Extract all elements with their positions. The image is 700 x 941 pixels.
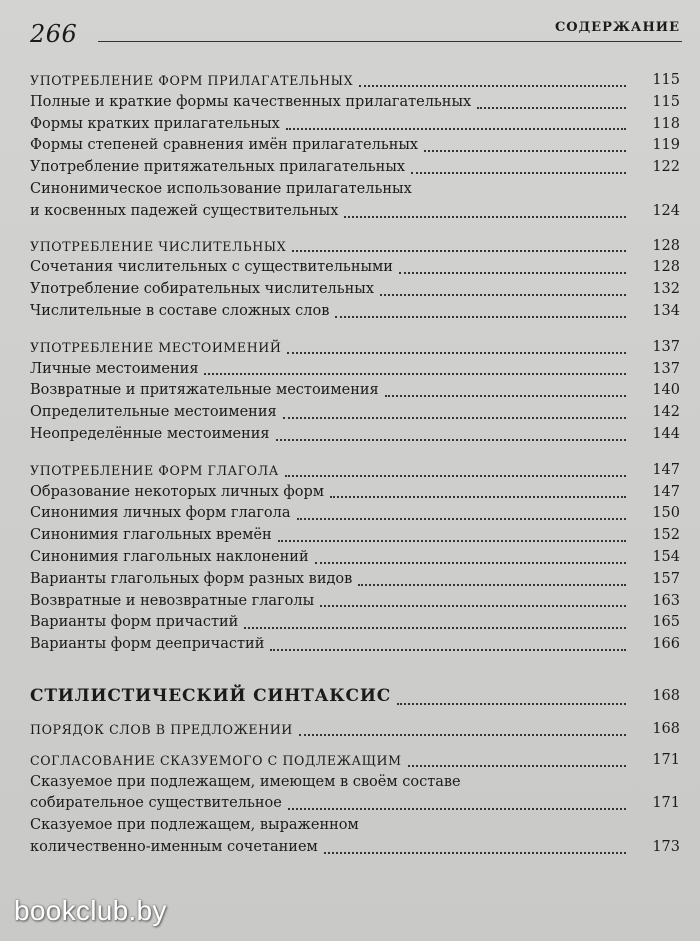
toc-entry[interactable] — [30, 359, 682, 381]
toc-entry-first-line: Синонимическое использование прилагательных — [30, 180, 412, 197]
toc-part-label: СТИЛИСТИЧЕСКИЙ СИНТАКСИС — [30, 685, 392, 706]
dot-leader — [283, 417, 626, 419]
toc-entry-page: 118 — [652, 115, 680, 132]
toc-entry-label: Синонимия глагольных времён — [30, 527, 272, 544]
toc-entry[interactable] — [30, 547, 682, 569]
dot-leader — [477, 107, 626, 109]
toc-entry-label: Формы степеней сравнения имён прилагательных — [30, 137, 419, 154]
toc-entry-first-line: Сказуемое при подлежащем, выраженном — [30, 817, 359, 834]
dot-leader — [204, 373, 626, 375]
toc-entry-page: 137 — [652, 360, 680, 377]
page-number: 266 — [30, 20, 78, 48]
toc-entry[interactable] — [30, 591, 682, 613]
toc-entry[interactable] — [30, 482, 682, 504]
toc-entry[interactable] — [30, 503, 682, 525]
page-header — [30, 12, 682, 46]
toc-entry-label: УПОТРЕБЛЕНИЕ МЕСТОИМЕНИЙ — [30, 339, 282, 355]
toc-entry-label: Варианты форм причастий — [30, 614, 239, 631]
toc-entry-label: собирательное существительное — [30, 795, 282, 812]
dot-leader — [397, 703, 626, 705]
toc-entry[interactable] — [30, 525, 682, 547]
spacer — [30, 223, 682, 236]
toc-entry-label: Полные и краткие формы качественных прилагательных — [30, 93, 472, 110]
toc-entry[interactable] — [30, 569, 682, 591]
spacer — [30, 446, 682, 460]
toc-entry[interactable] — [30, 612, 682, 634]
toc-entry[interactable] — [30, 793, 682, 815]
toc-entry[interactable] — [30, 837, 682, 859]
toc-entry-label: Формы кратких прилагательных — [30, 115, 280, 132]
watermark: bookclub.by — [14, 895, 167, 926]
toc-section-entry[interactable] — [30, 70, 682, 92]
dot-leader — [297, 518, 626, 520]
toc-entry-label: Варианты форм деепричастий — [30, 636, 265, 653]
spacer — [30, 741, 682, 750]
dot-leader — [244, 627, 626, 629]
toc-entry-page: 115 — [652, 72, 680, 88]
toc-entry-page: 122 — [652, 159, 680, 176]
spacer — [30, 710, 682, 719]
toc-entry-page: 132 — [652, 281, 680, 298]
toc-entry-label: УПОТРЕБЛЕНИЕ ФОРМ ГЛАГОЛА — [30, 462, 279, 478]
running-title: СОДЕРЖАНИЕ — [554, 20, 680, 35]
toc-entry-page: 144 — [652, 425, 680, 442]
toc-entry-label: Определительные местоимения — [30, 404, 277, 421]
toc-entry-page: 128 — [652, 237, 680, 254]
toc-entry-label: Возвратные и притяжательные местоимения — [30, 382, 379, 399]
toc-entry[interactable] — [30, 634, 682, 656]
toc-entry-page: 115 — [652, 93, 680, 110]
header-rule — [98, 41, 682, 42]
toc-entry-page: 168 — [652, 687, 680, 704]
toc-entry[interactable] — [30, 279, 682, 301]
dot-leader — [288, 808, 626, 810]
dot-leader — [399, 272, 626, 274]
toc-entry-label: Образование некоторых личных форм — [30, 483, 325, 500]
toc-entry-label: Сочетания числительных с существительными — [30, 259, 393, 276]
toc-entry-page: 147 — [652, 483, 680, 500]
toc-entry-page: 152 — [652, 527, 680, 544]
table-of-contents — [30, 70, 682, 859]
toc-entry-page: 165 — [652, 614, 680, 631]
toc-entry-label: Варианты глагольных форм разных видов — [30, 570, 353, 587]
toc-section-entry[interactable] — [30, 236, 682, 258]
toc-entry-label: Числительные в составе сложных слов — [30, 302, 330, 319]
toc-entry-page: 173 — [652, 838, 680, 855]
toc-entry-page: 166 — [652, 636, 680, 653]
dot-leader — [424, 150, 626, 152]
dot-leader — [344, 216, 626, 218]
toc-entry-page: 124 — [652, 202, 680, 219]
dot-leader — [299, 734, 626, 736]
toc-entry[interactable] — [30, 402, 682, 424]
toc-entry[interactable] — [30, 424, 682, 446]
toc-entry-label: количественно-именным сочетанием — [30, 838, 318, 855]
dot-leader — [335, 316, 626, 318]
toc-part-entry[interactable] — [30, 682, 682, 710]
dot-leader — [286, 128, 626, 130]
toc-entry-label: Синонимия глагольных наклонений — [30, 548, 309, 565]
toc-entry-page: 163 — [652, 592, 680, 609]
dot-leader — [358, 584, 626, 586]
toc-entry-page: 171 — [652, 795, 680, 812]
toc-entry-page: 134 — [652, 302, 680, 319]
dot-leader — [315, 562, 626, 564]
toc-entry-page: 150 — [652, 505, 680, 522]
toc-entry-first-line: Сказуемое при подлежащем, имеющем в своём составе — [30, 773, 461, 790]
toc-entry-page: 119 — [652, 137, 680, 154]
dot-leader — [380, 294, 626, 296]
toc-section-entry[interactable] — [30, 337, 682, 359]
toc-entry-page: 154 — [652, 548, 680, 565]
toc-entry-label: и косвенных падежей существительных — [30, 202, 339, 219]
toc-entry-label: УПОТРЕБЛЕНИЕ ЧИСЛИТЕЛЬНЫХ — [30, 238, 287, 254]
toc-entry-page: 142 — [652, 404, 680, 421]
toc-section-entry[interactable] — [30, 719, 682, 741]
dot-leader — [287, 352, 626, 354]
toc-section-entry[interactable] — [30, 750, 682, 772]
toc-entry-page: 140 — [652, 382, 680, 399]
toc-entry-page: 147 — [652, 461, 680, 478]
toc-entry-label: Неопределённые местоимения — [30, 425, 270, 442]
toc-entry[interactable] — [30, 114, 682, 136]
toc-entry[interactable] — [30, 157, 682, 179]
toc-entry[interactable] — [30, 135, 682, 157]
toc-entry-label: Синонимия личных форм глагола — [30, 505, 291, 522]
dot-leader — [324, 852, 626, 854]
toc-section-entry[interactable] — [30, 460, 682, 482]
toc-entry-label: Личные местоимения — [30, 360, 199, 377]
toc-entry-page: 128 — [652, 259, 680, 276]
dot-leader — [359, 85, 626, 87]
toc-entry-page: 137 — [652, 338, 680, 355]
toc-entry[interactable] — [30, 301, 682, 323]
spacer — [30, 323, 682, 337]
toc-entry[interactable] — [30, 201, 682, 223]
toc-entry-label: СОГЛАСОВАНИЕ СКАЗУЕМОГО С ПОДЛЕЖАЩИМ — [30, 752, 402, 768]
spacer — [30, 656, 682, 682]
toc-entry-page: 157 — [652, 570, 680, 587]
toc-entry-page: 171 — [652, 751, 680, 768]
dot-leader — [385, 395, 626, 397]
dot-leader — [270, 649, 626, 651]
dot-leader — [278, 540, 626, 542]
toc-entry[interactable] — [30, 257, 682, 279]
toc-entry-label: ПОРЯДОК СЛОВ В ПРЕДЛОЖЕНИИ — [30, 721, 293, 737]
dot-leader — [276, 439, 626, 441]
dot-leader — [411, 172, 626, 174]
dot-leader — [330, 496, 626, 498]
toc-entry-label: УПОТРЕБЛЕНИЕ ФОРМ ПРИЛАГАТЕЛЬНЫХ — [30, 73, 354, 88]
dot-leader — [408, 765, 626, 767]
dot-leader — [320, 605, 626, 607]
dot-leader — [285, 475, 626, 477]
dot-leader — [292, 250, 626, 252]
toc-entry[interactable] — [30, 380, 682, 402]
toc-entry-label: Употребление притяжательных прилагательных — [30, 159, 406, 176]
toc-entry-label: Употребление собирательных числительных — [30, 281, 375, 298]
toc-entry-label: Возвратные и невозвратные глаголы — [30, 592, 315, 609]
toc-entry[interactable] — [30, 92, 682, 114]
toc-entry-page: 168 — [652, 720, 680, 737]
